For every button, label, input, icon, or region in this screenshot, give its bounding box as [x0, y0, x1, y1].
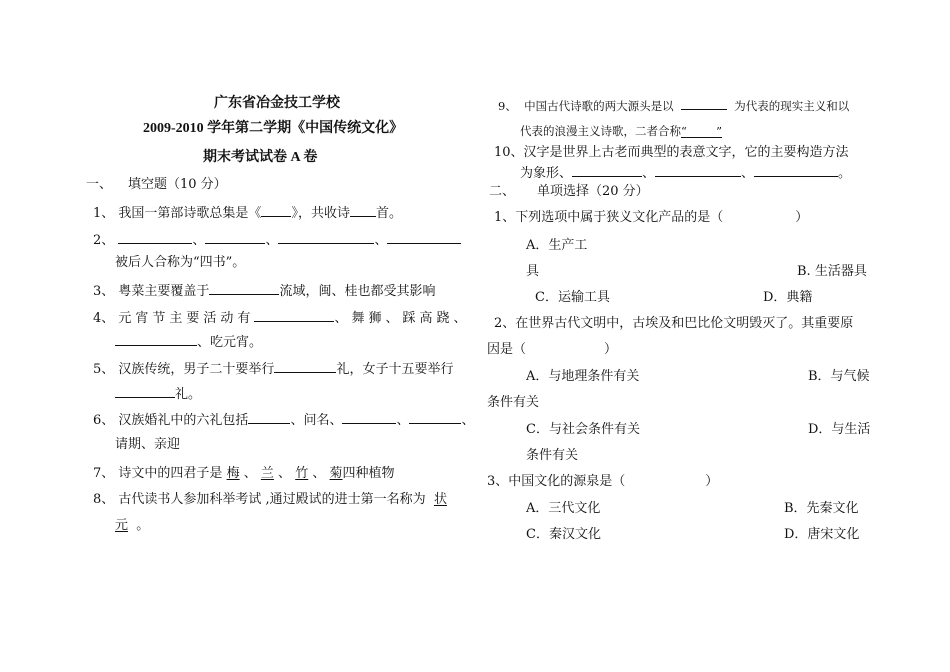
- q7-answer-4: 菊: [329, 466, 343, 481]
- mc1-option-a[interactable]: A．生产工: [526, 238, 588, 253]
- mc2-option-a[interactable]: A．与地理条件有关: [526, 369, 640, 384]
- q5-blank-1[interactable]: [274, 360, 336, 373]
- q2-blank-3[interactable]: [278, 231, 374, 244]
- q5-line2: [115, 385, 201, 403]
- q10-line2: [520, 164, 851, 182]
- mc1-option-c[interactable]: C．运输工具: [535, 290, 610, 305]
- q6-blank-2[interactable]: [342, 411, 396, 424]
- q6-sep: 、: [396, 413, 410, 428]
- q7-answer-3: 竹: [295, 466, 309, 481]
- q2-num: 2、: [93, 233, 115, 248]
- q4-text-2: 、舞狮、踩高跷、: [334, 311, 471, 326]
- q10-end: 。: [838, 166, 852, 181]
- q6-num: 6、: [93, 413, 115, 428]
- q9-text-3: 代表的浪漫主义诗歌，二者合称: [520, 124, 681, 138]
- q8-answer-1: 状: [433, 492, 447, 507]
- q10-text-2: 为象形、: [520, 166, 573, 181]
- mc1-option-b[interactable]: B. 生活器具: [797, 264, 867, 279]
- q5-num: 5、: [93, 362, 115, 377]
- q6-line2: 请期、亲迎: [115, 437, 181, 452]
- q4: [93, 309, 470, 327]
- q8-answer-2: 元: [115, 518, 129, 533]
- q7-answer-2: 兰: [260, 466, 274, 481]
- q10-text: 汉字是世界上古老而典型的表意文字，它的主要构造方法: [523, 145, 849, 160]
- q6-blank-3[interactable]: [409, 411, 461, 424]
- q5-blank-2[interactable]: [115, 385, 175, 398]
- q9-num: 9、: [498, 99, 517, 113]
- q8-text-2: 。: [136, 518, 150, 533]
- q6-text: 汉族婚礼中的六礼包括: [118, 413, 249, 428]
- mc2-stem-2: 因是（ ）: [487, 342, 618, 357]
- q4-blank-2[interactable]: [115, 333, 197, 346]
- mc1-option-a-cont: 具: [526, 264, 540, 279]
- q2-blank-1[interactable]: [118, 231, 192, 244]
- q1-num: 1、: [93, 206, 115, 221]
- section2-title: 单项选择（20 分）: [537, 184, 649, 199]
- q8-num: 8、: [93, 492, 115, 507]
- mc2-stem: 2、在世界古代文明中，古埃及和巴比伦文明毁灭了。其重要原: [494, 316, 854, 331]
- q9: [498, 97, 849, 114]
- q4-blank-1[interactable]: [254, 309, 334, 322]
- mc3-option-a[interactable]: A．三代文化: [526, 501, 601, 516]
- q1-text: 我国一第部诗歌总集是《: [118, 206, 262, 221]
- section1-title: 填空题（10 分）: [128, 177, 227, 192]
- q9-blank-2[interactable]: “ ”: [681, 124, 723, 138]
- section2-number: 二、: [489, 184, 516, 199]
- q6-blank-1[interactable]: [248, 411, 290, 424]
- q10-sep: 、: [741, 166, 755, 181]
- q4-text: 元宵节主要活动有: [118, 311, 255, 326]
- q1-text-3: 首。: [375, 206, 402, 221]
- mc1-option-d[interactable]: D．典籍: [763, 290, 813, 305]
- q9-blank-1[interactable]: [681, 97, 727, 110]
- mc2-option-b[interactable]: B．与气候: [808, 369, 870, 384]
- q3: [93, 282, 435, 300]
- q10-blank-1[interactable]: [572, 164, 642, 177]
- mc2-option-c[interactable]: C．与社会条件有关: [526, 422, 640, 437]
- q6-text-2: 、问名、: [290, 413, 343, 428]
- q2-sep: 、: [192, 233, 206, 248]
- q10-blank-2[interactable]: [655, 164, 741, 177]
- mc3-stem: 3、中国文化的源泉是（ ）: [487, 474, 719, 489]
- exam-term: 2009-2010 学年第二学期《中国传统文化》: [143, 121, 404, 136]
- q5-text: 汉族传统，男子二十要举行: [118, 362, 275, 377]
- q9-line2: [520, 123, 722, 139]
- q1-blank-2[interactable]: [350, 204, 376, 217]
- q2-blank-4[interactable]: [387, 231, 461, 244]
- mc2-option-d[interactable]: D．与生活: [808, 422, 871, 437]
- q4-text-3: 、吃元宵。: [197, 335, 263, 350]
- mc3-option-d[interactable]: D．唐宋文化: [784, 527, 860, 542]
- q3-num: 3、: [93, 284, 115, 299]
- q10-blank-3[interactable]: [754, 164, 838, 177]
- q8-text: 古代读书人参加科举考试 ,通过殿试的进士第一名称为: [118, 492, 426, 507]
- q6: [93, 411, 474, 429]
- exam-title: 期末考试试卷 A 卷: [203, 150, 318, 165]
- q2-blank-2[interactable]: [205, 231, 265, 244]
- q9-text-2: 为代表的现实主义和以: [734, 99, 850, 113]
- q7-text-2: 四种植物: [342, 466, 395, 481]
- q10-num: 10、: [494, 145, 524, 160]
- q1: [93, 204, 402, 222]
- q7-text: 诗文中的四君子是: [118, 466, 223, 481]
- mc3-option-b[interactable]: B．先秦文化: [784, 501, 859, 516]
- q3-blank[interactable]: [209, 282, 279, 295]
- school-name: 广东省冶金技工学校: [214, 96, 340, 111]
- q10-sep: 、: [642, 166, 656, 181]
- q3-text-2: 流域，闽、桂也都受其影响: [279, 284, 436, 299]
- mc1-stem: 1、下列选项中属于狭义文化产品的是（ ）: [494, 210, 809, 225]
- q9-text: 中国古代诗歌的两大源头是以: [524, 99, 674, 113]
- q7: [93, 466, 395, 482]
- q7-answer-1: 梅: [226, 466, 240, 481]
- q7-sep: 、: [243, 466, 257, 481]
- q7-sep: 、: [312, 466, 326, 481]
- q2-sep: 、: [374, 233, 388, 248]
- mc3-option-c[interactable]: C．秦汉文化: [526, 527, 601, 542]
- q7-sep: 、: [278, 466, 292, 481]
- q2-line2: 被后人合称为“四书”。: [115, 255, 246, 270]
- q4-line2: [115, 333, 262, 351]
- q5-text-2: 礼，女子十五要举行: [336, 362, 454, 377]
- q2: [93, 231, 461, 249]
- mc2-option-d-cont: 条件有关: [526, 448, 579, 463]
- q7-num: 7、: [93, 466, 115, 481]
- q4-num: 4、: [93, 311, 115, 326]
- q2-sep: 、: [265, 233, 279, 248]
- q5: [93, 360, 453, 378]
- q3-text: 粤菜主要覆盖于: [118, 284, 210, 299]
- q1-text-2: 》，共收诗: [291, 206, 350, 221]
- q6-sep: 、: [461, 413, 475, 428]
- q10: [494, 145, 849, 161]
- q8: [93, 492, 447, 508]
- mc2-option-b-cont: 条件有关: [487, 395, 540, 410]
- q5-text-3: 礼。: [175, 387, 202, 402]
- q1-blank-1[interactable]: [261, 204, 291, 217]
- section1-number: 一、: [86, 177, 113, 192]
- q8-line2: [115, 518, 149, 534]
